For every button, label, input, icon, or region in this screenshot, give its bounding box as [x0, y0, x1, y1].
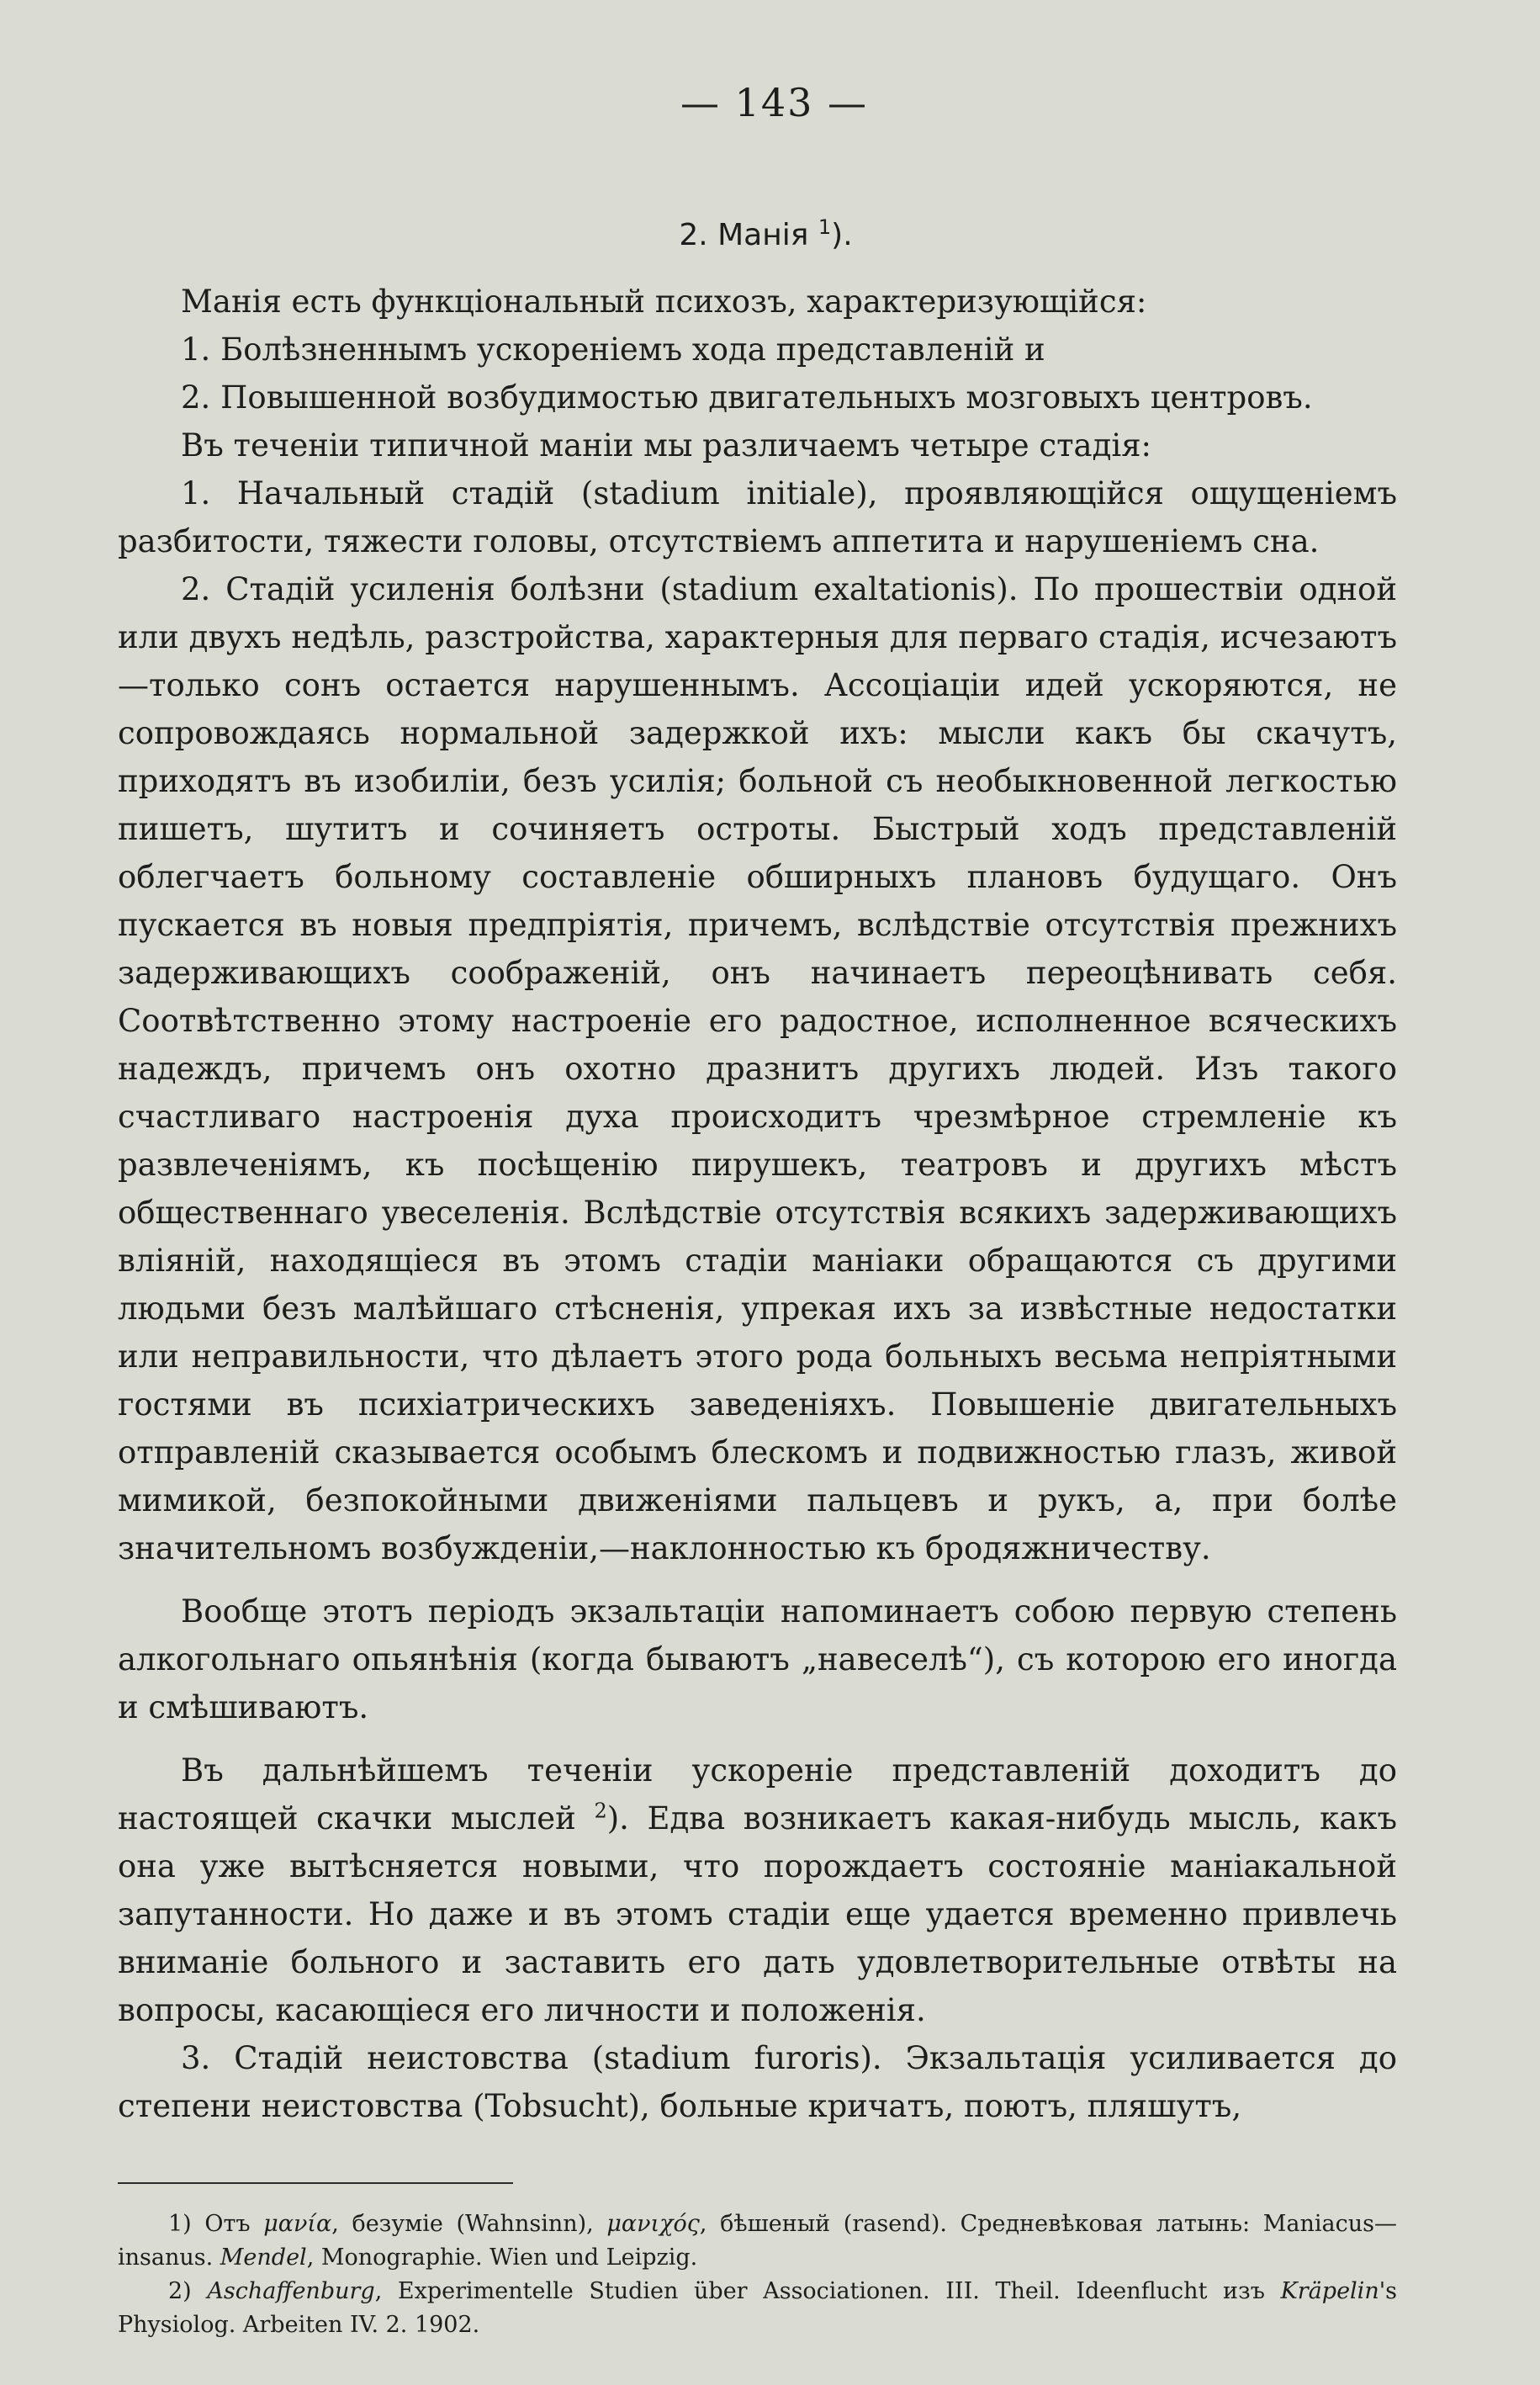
footnote-1-text-d: , Monographie. Wien und Leipzig.	[306, 2245, 698, 2271]
footnote-1-text-a: Отъ	[204, 2211, 264, 2237]
footnote-1-text-b: , безуміе (Wahnsinn),	[331, 2211, 607, 2237]
section-title-suffix: ).	[831, 218, 853, 252]
footnote-1-greek-1: μανία	[263, 2211, 332, 2237]
paragraph-symptom-1: 1. Болѣзненнымъ ускореніемъ хода представленій и	[181, 331, 1045, 368]
footnote-1-author: Mendel	[220, 2245, 307, 2271]
footnote-2-text-a: , Experimentelle Studien über Associationen. III. Theil. Ideenflucht изъ	[374, 2278, 1281, 2304]
paragraph-stage-furor: 3. Стадій неистовства (stadium furoris). Экзальтація усиливается до степени неистовства (Tobsucht), больные кричатъ, поютъ, пляшутъ,	[118, 2040, 1397, 2124]
paragraph-stages-intro: Въ теченіи типичной маніи мы различаемъ четыре стадія:	[181, 427, 1152, 464]
paragraph-stage-initial: 1. Начальный стадій (stadium initiale), проявляющійся ощущеніемъ разбитости, тяжести головы, отсутствіемъ аппетита и нарушеніемъ сна.	[118, 475, 1397, 559]
body-text	[118, 278, 1397, 2130]
flight-of-ideas-text-b: ). Едва возникаетъ какая-нибудь мысль, какъ она уже вытѣсняется новыми, что порождаетъ состояніе маніакальной запутанности. Но даже и въ этомъ стадіи еще удается временно привлечь вниманіе больного и заставить его дать удовлетворительные отвѣты на вопросы, касающіеся его личности и положенія.	[118, 1800, 1397, 2028]
section-title-footnote-ref: 1	[818, 215, 832, 239]
flight-of-ideas-text-a: Въ дальнѣйшемъ теченіи ускореніе представленій доходитъ до настоящей скачки мыслей	[118, 1752, 1397, 1836]
footnote-1-text-c: , бѣшеный (rasend). Средневѣковая латынь: Maniacus—insanus.	[118, 2211, 1397, 2271]
footnote-2-author-2: Kräpelin	[1280, 2278, 1379, 2304]
footnote-2-marker: 2)	[168, 2278, 208, 2304]
section-title	[135, 215, 1397, 252]
footnote-2	[118, 2275, 1397, 2342]
paragraph-symptom-2: 2. Повышенной возбудимостью двигательныхъ мозговыхъ центровъ.	[181, 379, 1313, 416]
page-number: — 143 —	[680, 80, 869, 125]
footnote-1-marker: 1)	[168, 2211, 205, 2237]
paragraph-flight-of-ideas	[118, 1746, 1397, 2034]
paragraph-definition: Манія есть функціональный психозъ, характеризующійся:	[181, 284, 1147, 320]
footnote-1-greek-2: μανιχός	[606, 2211, 700, 2237]
section-title-text: 2. Манія	[679, 218, 818, 252]
footnote-ref-2: 2	[594, 1799, 607, 1823]
footnote-1	[118, 2207, 1397, 2275]
footnote-2-text-b: 's Physiolog. Arbeiten IV. 2. 1902.	[118, 2278, 1397, 2338]
paragraph-stage-exaltation: 2. Стадій усиленія болѣзни (stadium exaltationis). По прошествіи одной или двухъ недѣль, разстройства, характерныя для перваго стадія, исчезаютъ—только сонъ остается нарушеннымъ. Ассоціаціи идей ускоряются, не сопровождаясь нормальной задержкой ихъ: мысли какъ бы скачутъ, приходятъ въ изобиліи, безъ усилія; больной съ необыкновенной легкостью пишетъ, шутитъ и сочиняетъ остроты. Быстрый ходъ представленій облегчаетъ больному составленіе обширныхъ плановъ будущаго. Онъ пускается въ новыя предпріятія, причемъ, вслѣдствіе отсутствія прежнихъ задерживающихъ соображеній, онъ начинаетъ переоцѣнивать себя. Соотвѣтственно этому настроеніе его радостное, исполненное всяческихъ надеждъ, причемъ онъ охотно дразнитъ другихъ людей. Изъ такого счастливаго настроенія духа происходитъ чрезмѣрное стремленіе къ развлеченіямъ, къ посѣщенію пирушекъ, театровъ и другихъ мѣстъ общественнаго увеселенія. Вслѣдствіе отсутствія всякихъ задерживающихъ вліяній, находящіеся въ этомъ стадіи маніаки обращаются съ другими людьми безъ малѣйшаго стѣсненія, упрекая ихъ за извѣстные недостатки или неправильности, что дѣлаетъ этого рода больныхъ весьма непріятными гостями въ психіатрическихъ заведеніяхъ. Повышеніе двигательныхъ отправленій сказывается особымъ блескомъ и подвижностью глазъ, живой мимикой, безпокойными движеніями пальцевъ и рукъ, а, при болѣе значительномъ возбужденіи,—наклонностью къ бродяжничеству.	[118, 571, 1397, 1566]
footnote-2-author-1: Aschaffenburg	[207, 2278, 375, 2304]
footnote-divider	[118, 2182, 513, 2184]
paragraph-exaltation-summary: Вообще этотъ періодъ экзальтаціи напоминаетъ собою первую степень алкогольнаго опьянѣнія (когда бываютъ „навеселѣ“), съ которою его иногда и смѣшиваютъ.	[118, 1593, 1397, 1725]
footnotes	[118, 2207, 1397, 2342]
